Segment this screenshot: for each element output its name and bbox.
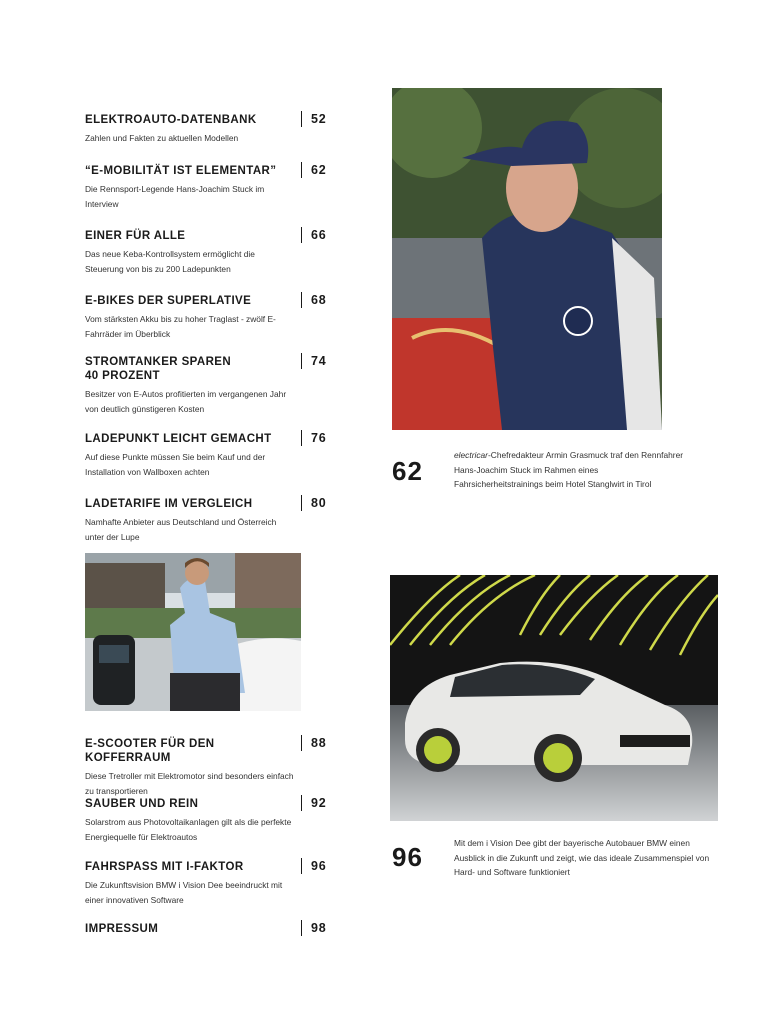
caption-text: -Chefredakteur Armin Grasmuck traf den Rennfahrer Hans-Joachim Stuck im Rahmen eines Fahrsicherheitstrainings beim Hotel Stanglwirt in Tirol — [454, 450, 684, 489]
toc-entry[interactable] — [85, 737, 330, 798]
toc-entry[interactable] — [85, 164, 330, 211]
entry-description: Auf diese Punkte müssen Sie beim Kauf und der Installation von Wallboxen achten — [85, 452, 266, 477]
bmw-vision-dee-photo — [390, 575, 718, 821]
wallbox-photo — [85, 553, 301, 711]
toc-entry[interactable] — [85, 113, 330, 146]
entry-page-number: 62 — [301, 162, 327, 178]
entry-page-number: 92 — [301, 795, 327, 811]
entry-page-number: 74 — [301, 353, 327, 369]
entry-title: IMPRESSUM — [85, 923, 159, 935]
entry-title: EINER FÜR ALLE — [85, 230, 186, 242]
feature-caption — [454, 448, 684, 492]
magazine-name: electricar — [454, 450, 488, 460]
entry-page-number: 76 — [301, 430, 327, 446]
entry-page-number: 98 — [301, 920, 327, 936]
entry-description: Die Rennsport-Legende Hans-Joachim Stuck im Interview — [85, 184, 265, 209]
entry-title: E-SCOOTER FÜR DEN KOFFERRAUM — [85, 738, 215, 764]
entry-description: Diese Tretroller mit Elektromotor sind besonders einfach zu transportieren — [85, 771, 294, 796]
toc-entry[interactable] — [85, 497, 330, 544]
entry-title: SAUBER UND REIN — [85, 798, 199, 810]
entry-description: Vom stärksten Akku bis zu hoher Traglast - zwölf E-Fahrräder im Überblick — [85, 314, 276, 339]
toc-entry[interactable] — [85, 229, 330, 276]
entry-description: Solarstrom aus Photovoltaikanlagen gilt als die perfekte Energiequelle für Elektroautos — [85, 817, 292, 842]
toc-entry[interactable] — [85, 432, 330, 479]
feature-caption: Mit dem i Vision Dee gibt der bayerische Autobauer BMW einen Ausblick in die Zukunft und zeigt, wie das ideale Zusammenspiel von Hard- und Software funktioniert — [454, 838, 710, 877]
toc-entry[interactable] — [85, 860, 330, 907]
entry-title: LADETARIFE IM VERGLEICH — [85, 498, 253, 510]
feature-page-number: 96 — [392, 842, 423, 872]
entry-page-number: 96 — [301, 858, 327, 874]
entry-title: STROMTANKER SPAREN 40 PROZENT — [85, 356, 232, 382]
toc-entry[interactable] — [85, 355, 330, 416]
entry-title: LADEPUNKT LEICHT GEMACHT — [85, 433, 272, 445]
entry-page-number: 52 — [301, 111, 327, 127]
entry-page-number: 66 — [301, 227, 327, 243]
toc-entry[interactable] — [85, 294, 330, 341]
stuck-portrait-photo — [392, 88, 662, 430]
entry-page-number: 88 — [301, 735, 327, 751]
entry-description: Besitzer von E-Autos profitierten im vergangenen Jahr von deutlich günstigeren Kosten — [85, 389, 287, 414]
toc-entry[interactable] — [85, 797, 330, 844]
entry-title: ELEKTROAUTO-DATENBANK — [85, 114, 257, 126]
entry-description: Das neue Keba-Kontrollsystem ermöglicht die Steuerung von bis zu 200 Ladepunkten — [85, 249, 255, 274]
toc-entry[interactable] — [85, 922, 330, 936]
entry-description: Die Zukunftsvision BMW i Vision Dee beeindruckt mit einer innovativen Software — [85, 880, 283, 905]
entry-page-number: 68 — [301, 292, 327, 308]
entry-title: FAHRSPASS MIT I-FAKTOR — [85, 861, 244, 873]
entry-title: E-BIKES DER SUPERLATIVE — [85, 295, 252, 307]
entry-title: “E-MOBILITÄT IST ELEMENTAR” — [85, 165, 277, 177]
entry-description: Namhafte Anbieter aus Deutschland und Österreich unter der Lupe — [85, 517, 277, 542]
feature-page-number: 62 — [392, 456, 423, 486]
entry-page-number: 80 — [301, 495, 327, 511]
entry-description: Zahlen und Fakten zu aktuellen Modellen — [85, 133, 239, 143]
